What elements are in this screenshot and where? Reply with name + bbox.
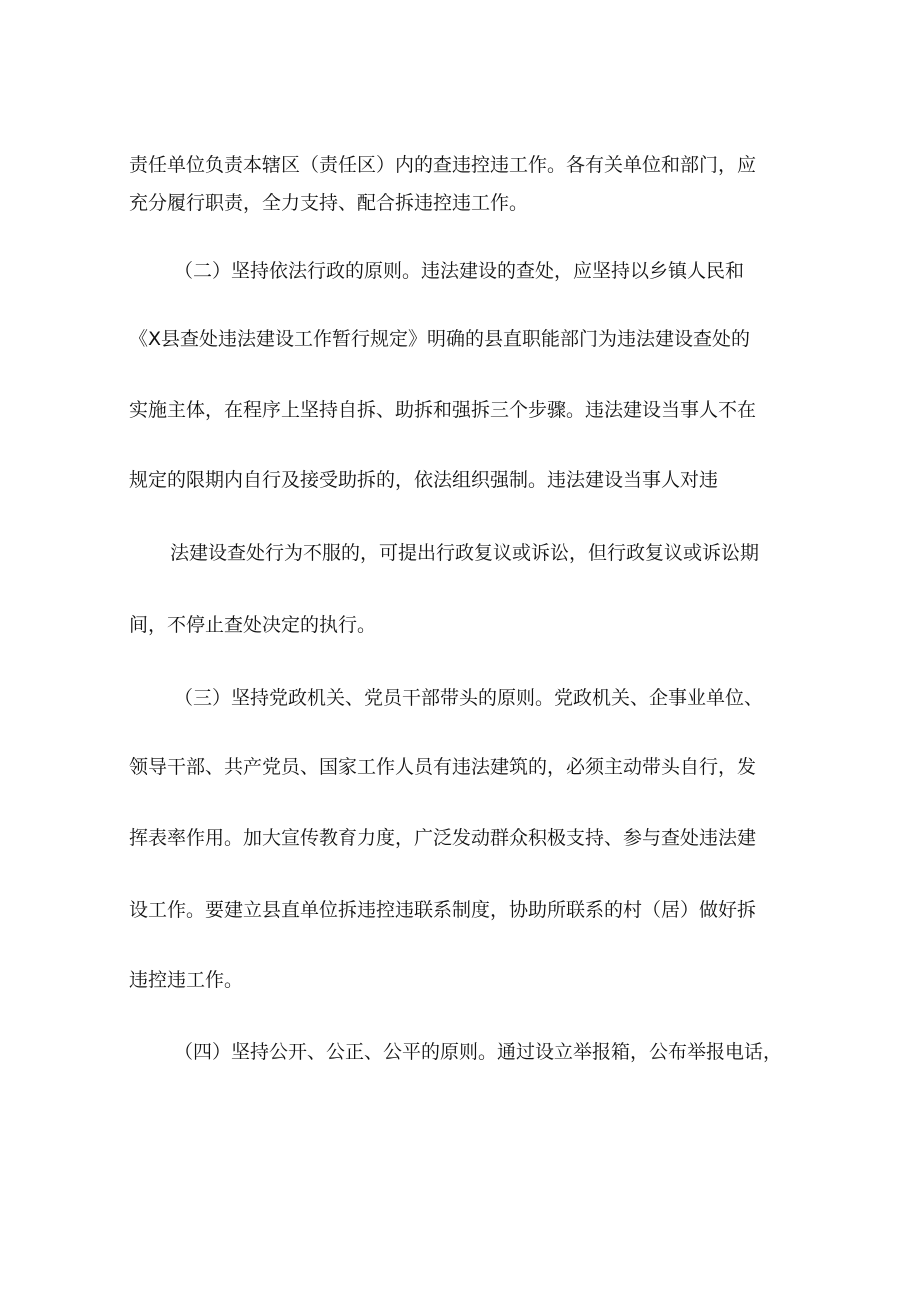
text-line-4: 《X县查处违法建设工作暂行规定》明确的县直职能部门为违法建设查处的 [129,328,751,350]
text-line-10: 领导干部、共产党员、国家工作人员有违法建筑的，必须主动带头自行，发 [129,756,757,778]
text-line-6: 规定的限期内自行及接受助拆的，依法组织强制。违法建设当事人对违 [129,469,719,491]
text-line-7: 法建设查处行为不服的，可提出行政复议或诉讼，但行政复议或诉讼期 [170,542,760,564]
text-line-5: 实施主体，在程序上坚持自拆、助拆和强拆三个步骤。违法建设当事人不在 [129,399,757,421]
text-line-8: 间，不停止查处决定的执行。 [129,614,377,636]
text-line-12: 设工作。要建立县直单位拆违控违联系制度，协助所联系的村（居）做好拆 [129,899,757,921]
text-line-13: 违控违工作。 [129,969,244,991]
text-line-14: （四）坚持公开、公正、公平的原则。通过设立举报箱，公布举报电话， [174,1041,783,1063]
text-line-9: （三）坚持党政机关、党员干部带头的原则。党政机关、企事业单位、 [174,687,764,709]
text-line-1: 责任单位负责本辖区（责任区）内的查违控违工作。各有关单位和部门，应 [129,154,757,176]
text-line-3: （二）坚持依法行政的原则。违法建设的查处，应坚持以乡镇人民和 [174,260,745,282]
text-line-2: 充分履行职责，全力支持、配合拆违控违工作。 [129,192,529,214]
text-line-11: 挥表率作用。加大宣传教育力度，广泛发动群众积极支持、参与查处违法建 [129,827,757,849]
